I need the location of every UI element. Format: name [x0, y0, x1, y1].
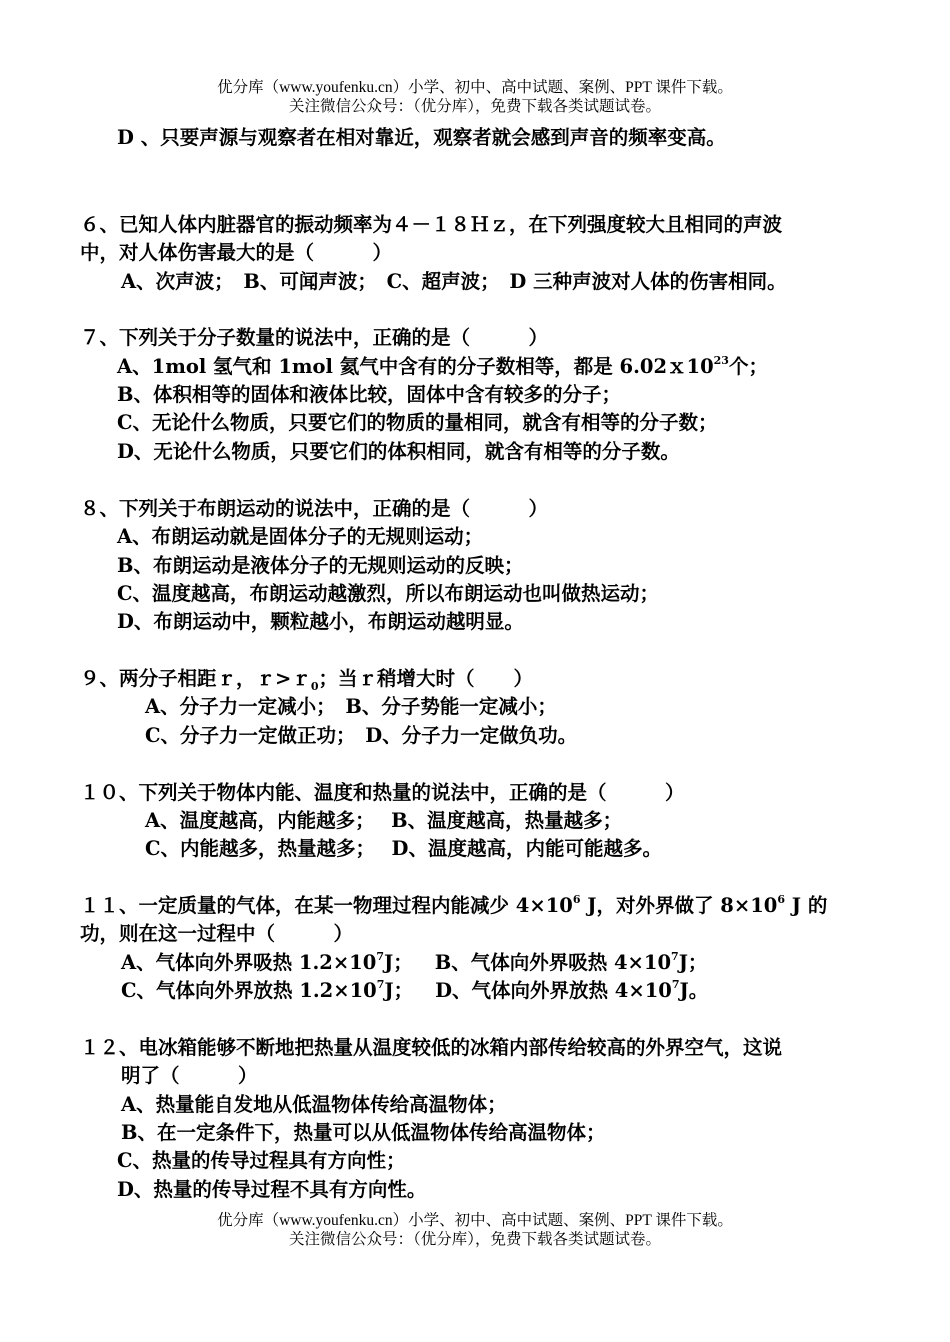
q11-options-line-1: [121, 949, 707, 977]
q11-option-d: D、气体向外界放热 $4\times 10^7J$。: [435, 978, 709, 1002]
header-line-1: 优分库（www.youfenku.cn）小学、初中、高中试题、案例、PPT 课件下载。: [217, 79, 733, 96]
q11-option-c: C、气体向外界放热 $1.2\times 10^7J$；: [121, 978, 414, 1002]
q8-stem: ８、下列关于布朗运动的说法中，正确的是（ ）: [80, 497, 549, 520]
q7-option-a: A、1mol 氢气和 1mol 氦气中含有的分子数相等，都是 $6.02x10^{23}$个；: [117, 354, 768, 378]
q10-stem: １０、下列关于物体内能、温度和热量的说法中，正确的是（ ）: [80, 781, 685, 804]
footer-line-1: 优分库（www.youfenku.cn）小学、初中、高中试题、案例、PPT 课件下载。: [217, 1212, 733, 1229]
q6-options: A、次声波； B、可闻声波； C、超声波； D 三种声波对人体的伤害相同。: [121, 270, 787, 293]
q11-stem-line-2: 功，则在这一过程中（ ）: [80, 922, 354, 945]
q10-options-line-1: A、温度越高，内能越多； B、温度越高，热量越多；: [145, 809, 623, 832]
q5-option-d: D 、只要声源与观察者在相对靠近，观察者就会感到声音的频率变高。: [117, 126, 726, 149]
q9-stem: ９、两分子相距ｒ，ｒ>ｒ$_0$；当ｒ稍增大时（ ）: [80, 667, 534, 693]
q11-option-a: A、气体向外界吸热 $1.2\times 10^7J$；: [121, 950, 413, 974]
q8-option-a: A、布朗运动就是固体分子的无规则运动；: [117, 525, 484, 548]
q8-option-d: D、布朗运动中，颗粒越小，布朗运动越明显。: [117, 610, 524, 633]
q8-option-b: B、布朗运动是液体分子的无规则运动的反映；: [117, 554, 524, 577]
q12-option-a: A、热量能自发地从低温物体传给高温物体；: [121, 1093, 507, 1116]
q12-stem-line-2: 明了（ ）: [121, 1064, 258, 1087]
q12-option-d: D、热量的传导过程不具有方向性。: [117, 1178, 427, 1201]
q11-option-b: B、气体向外界吸热 $4\times 10^7J$；: [434, 950, 708, 974]
q11-options-line-2: [121, 977, 708, 1005]
q12-stem-line-1: １２、电冰箱能够不断地把热量从温度较低的冰箱内部传给较高的外界空气，这说: [80, 1036, 783, 1059]
q11-stem-line-1: １１、一定质量的气体，在某一物理过程内能减少 $4\times 10^6$ J，对外界做了 $8\times 10^6$ J 的: [80, 893, 828, 917]
q7-option-c: C、无论什么物质，只要它们的物质的量相同，就含有相等的分子数；: [117, 411, 718, 434]
q12-option-b: B、在一定条件下，热量可以从低温物体传给高温物体；: [121, 1121, 606, 1144]
q9-options-line-2: C、分子力一定做正功； D、分子力一定做负功。: [145, 724, 578, 747]
q6-stem-line-2: 中，对人体伤害最大的是（ ）: [80, 241, 393, 264]
page-header: [0, 78, 950, 116]
q12-option-c: C、热量的传导过程具有方向性；: [117, 1149, 406, 1172]
page-footer: [0, 1211, 950, 1249]
q7-stem: ７、下列关于分子数量的说法中，正确的是（ ）: [80, 326, 549, 349]
q7-option-b: B、体积相等的固体和液体比较，固体中含有较多的分子；: [117, 383, 621, 406]
header-line-2: 关注微信公众号：（优分库），免费下载各类试题试卷。: [288, 98, 661, 115]
footer-line-2: 关注微信公众号：（优分库），免费下载各类试题试卷。: [288, 1231, 661, 1248]
q6-stem-line-1: ６、已知人体内脏器官的振动频率为４－１８Ｈｚ，在下列强度较大且相同的声波: [80, 213, 783, 236]
q8-option-c: C、温度越高，布朗运动越激烈，所以布朗运动也叫做热运动；: [117, 582, 660, 605]
q10-options-line-2: C、内能越多，热量越多； D、温度越高，内能可能越多。: [145, 837, 662, 860]
q9-options-line-1: A、分子力一定减小； B、分子势能一定减小；: [145, 695, 557, 718]
q7-option-d: D、无论什么物质，只要它们的体积相同，就含有相等的分子数。: [117, 440, 680, 463]
